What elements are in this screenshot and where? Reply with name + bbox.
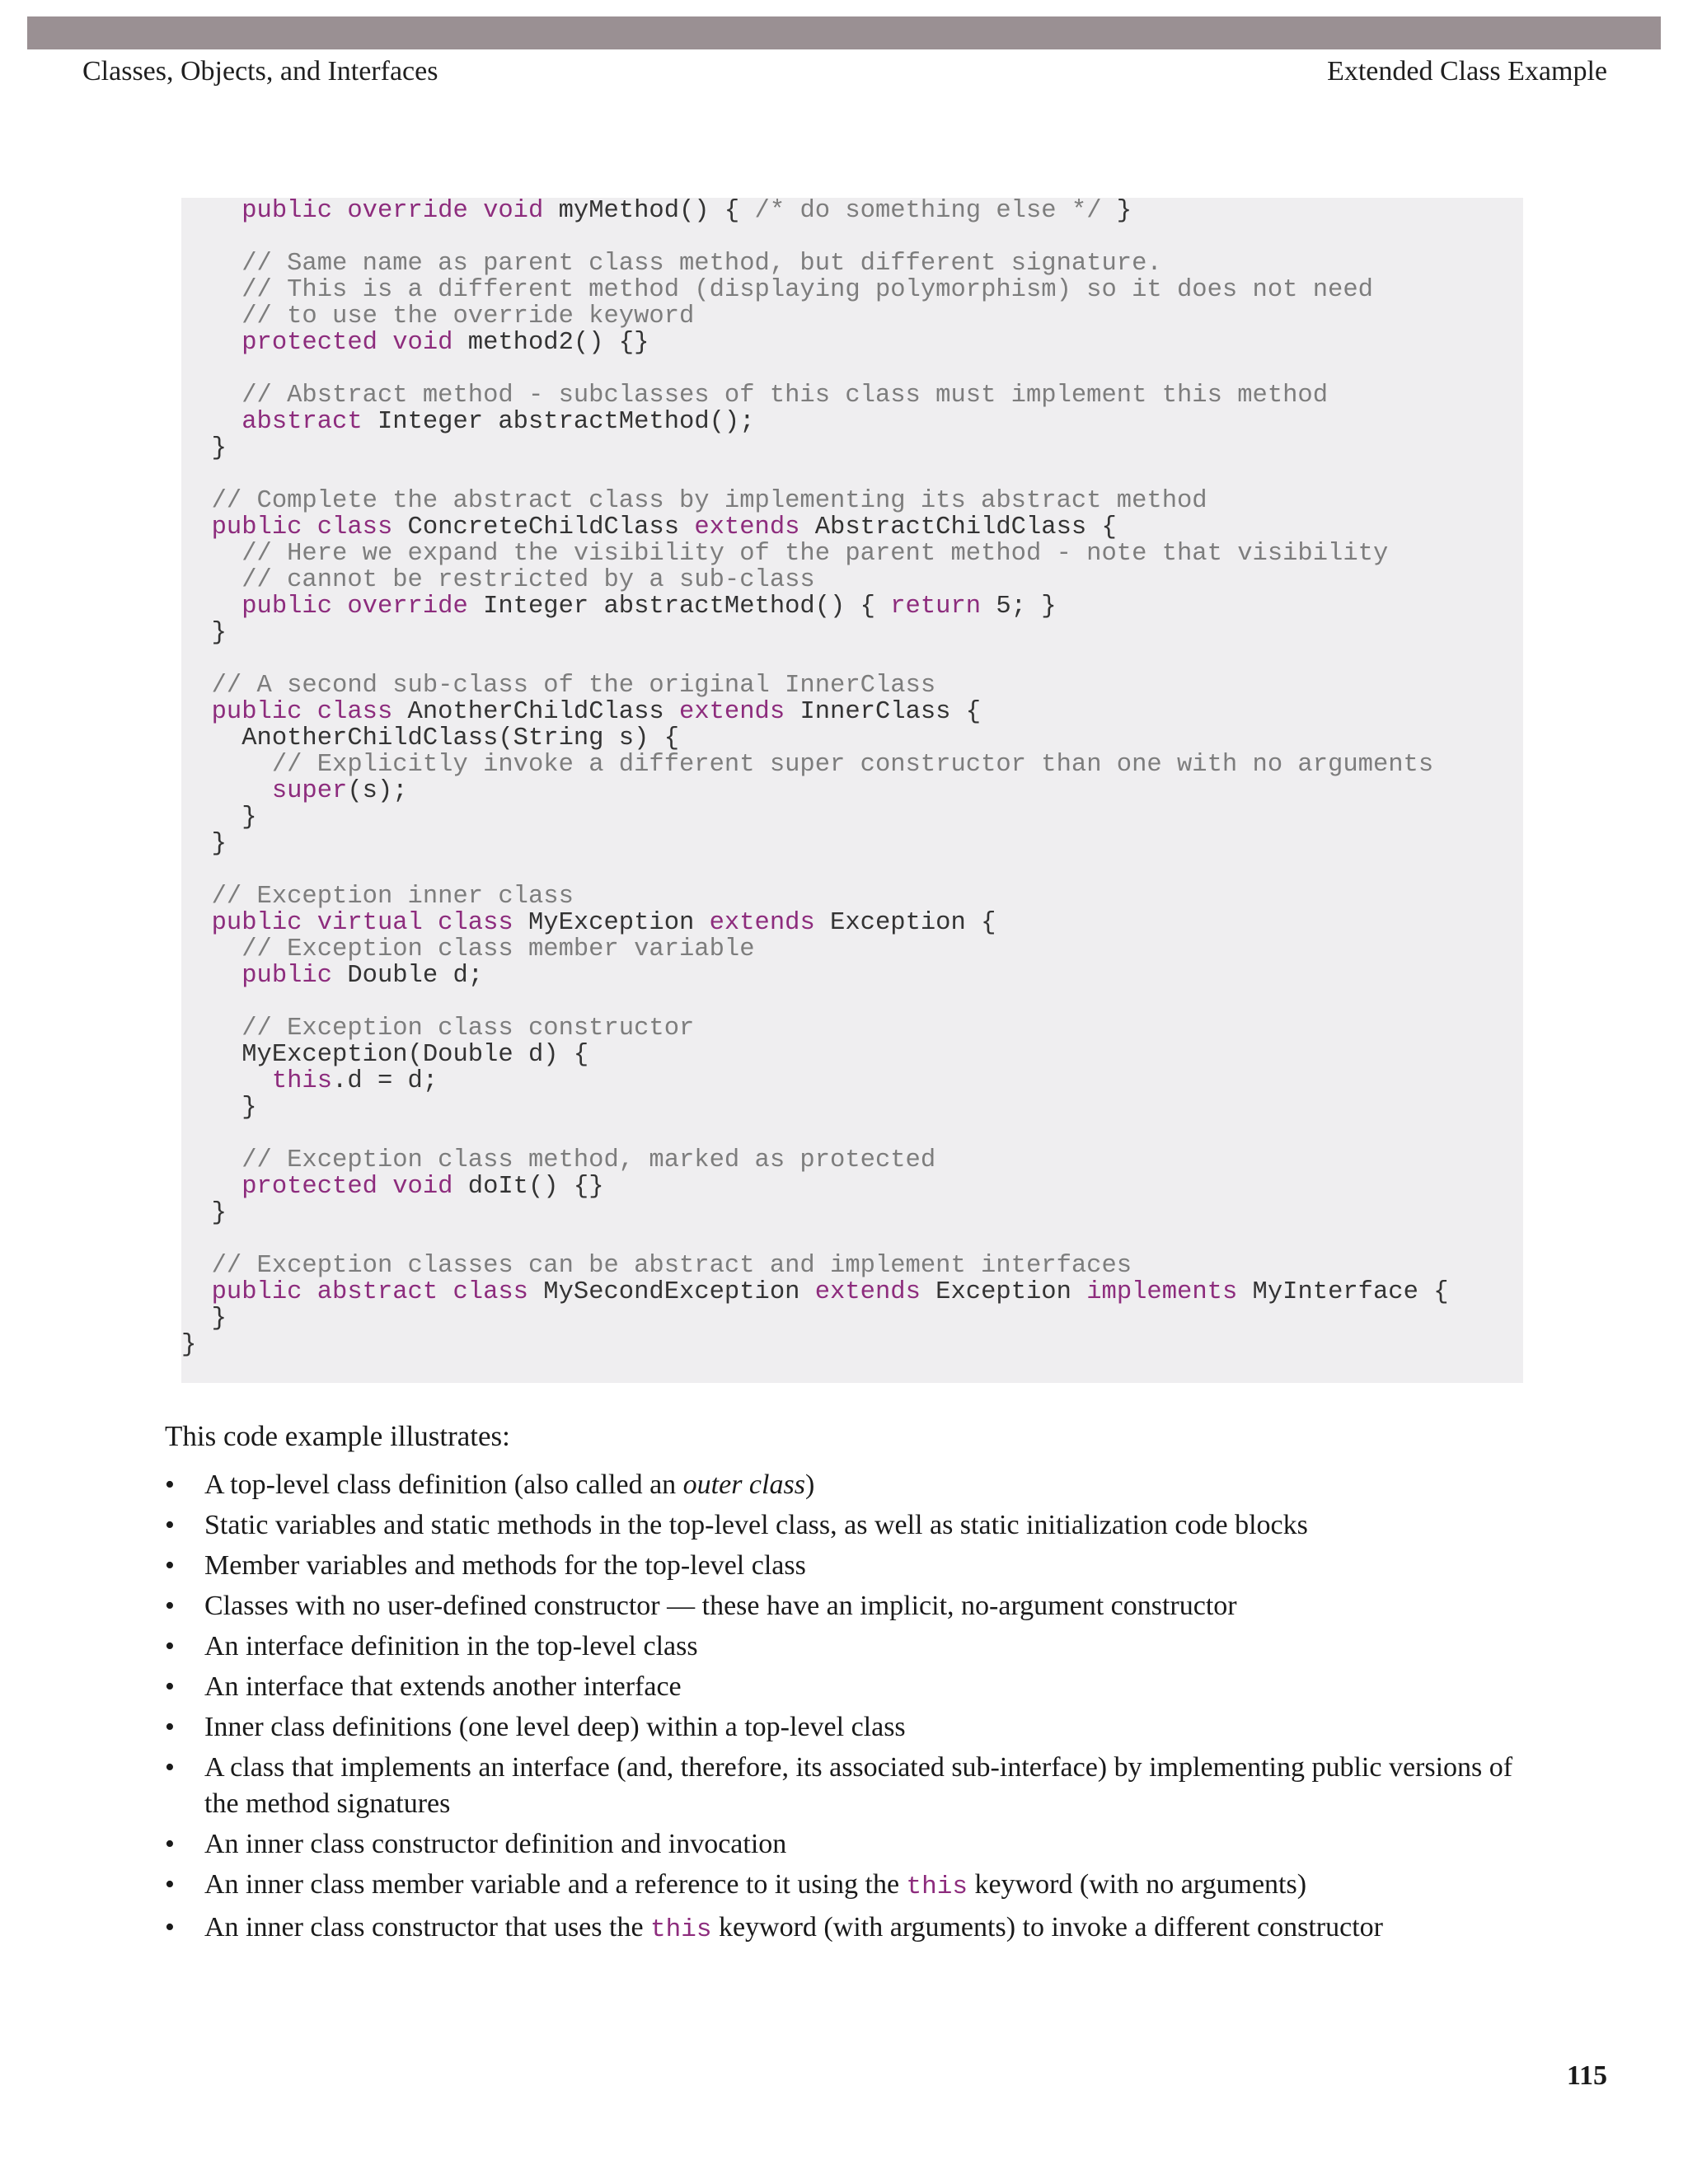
code-line xyxy=(181,488,1449,514)
list-item xyxy=(165,1709,1550,1746)
code-line xyxy=(181,1200,1449,1226)
code-text: InnerClass { xyxy=(785,698,982,726)
list-item-text: Member variables and methods for the top-level class xyxy=(204,1550,806,1581)
code-text: MyException(Double d) { xyxy=(181,1041,589,1069)
list-item xyxy=(165,1669,1550,1705)
code-text xyxy=(181,1015,241,1043)
list-item-text: Classes with no user-defined constructor — these have an implicit, no-argument constructor xyxy=(204,1591,1237,1621)
code-keyword: extends xyxy=(679,698,785,726)
code-comment: // cannot be restricted by a sub-class xyxy=(241,566,815,594)
code-line xyxy=(181,198,1449,224)
code-text: } xyxy=(181,619,227,647)
list-item xyxy=(165,1826,1550,1863)
code-text xyxy=(181,197,241,225)
code-text: MyInterface { xyxy=(1237,1278,1449,1306)
code-comment: /* do something else */ xyxy=(754,197,1102,225)
code-text xyxy=(181,909,212,937)
code-text xyxy=(181,513,212,541)
code-keyword: public override xyxy=(241,593,468,621)
code-line xyxy=(181,883,1449,910)
page-number: 115 xyxy=(1566,2060,1607,2091)
code-text: } xyxy=(181,434,227,462)
code-keyword: super xyxy=(271,777,348,805)
code-text: AnotherChildClass(String s) { xyxy=(181,724,679,752)
code-line xyxy=(181,936,1449,963)
code-text xyxy=(181,487,212,515)
list-item xyxy=(165,1750,1550,1822)
header-bar xyxy=(27,16,1661,49)
code-keyword: public override void xyxy=(241,197,544,225)
code-keyword: implements xyxy=(1086,1278,1238,1306)
code-block xyxy=(181,198,1523,1383)
code-line xyxy=(181,1015,1449,1042)
code-text: } xyxy=(181,804,257,832)
code-line xyxy=(181,857,1449,883)
list-item-text: Inner class definitions (one level deep) within a top-level class xyxy=(204,1712,906,1742)
code-comment: // Same name as parent class method, but different signature. xyxy=(241,250,1162,278)
list-item xyxy=(165,1910,1550,1948)
code-text: Integer abstractMethod() { xyxy=(467,593,891,621)
code-comment: // Exception class member variable xyxy=(241,935,755,963)
code-text xyxy=(181,1173,241,1201)
code-line xyxy=(181,251,1449,277)
code-text: } xyxy=(181,1331,197,1359)
code-line xyxy=(181,1279,1449,1305)
code-keyword: extends xyxy=(814,1278,921,1306)
inline-code: this xyxy=(906,1872,968,1901)
code-line xyxy=(181,752,1449,778)
code-text xyxy=(181,1278,212,1306)
list-item-text: An inner class constructor that uses the xyxy=(204,1912,651,1943)
code-listing xyxy=(181,198,1449,1358)
code-line xyxy=(181,382,1449,409)
code-text: (s); xyxy=(347,777,408,805)
code-line xyxy=(181,1147,1449,1174)
code-text: Exception { xyxy=(814,909,996,937)
code-text xyxy=(181,250,241,278)
code-line xyxy=(181,462,1449,488)
list-item xyxy=(165,1867,1550,1905)
code-text xyxy=(181,540,241,568)
code-keyword: this xyxy=(271,1067,333,1095)
code-text xyxy=(181,1146,241,1174)
code-keyword: abstract xyxy=(241,408,363,436)
code-line xyxy=(181,725,1449,752)
code-line xyxy=(181,1226,1449,1253)
code-comment: // to use the override keyword xyxy=(241,302,695,330)
code-text: AbstractChildClass { xyxy=(799,513,1117,541)
code-keyword: public class xyxy=(211,698,393,726)
list-item-text: An interface definition in the top-level class xyxy=(204,1631,698,1661)
code-keyword: extends xyxy=(709,909,815,937)
feature-list xyxy=(165,1467,1550,1952)
code-text xyxy=(181,302,241,330)
code-text xyxy=(181,935,241,963)
list-item-text: A top-level class definition (also called an xyxy=(204,1469,683,1500)
code-text xyxy=(181,276,241,304)
code-text xyxy=(181,566,241,594)
list-item xyxy=(165,1629,1550,1665)
code-line xyxy=(181,277,1449,303)
list-item-text: An inner class member variable and a reference to it using the xyxy=(204,1869,907,1900)
code-keyword: public abstract class xyxy=(211,1278,528,1306)
code-line xyxy=(181,1253,1449,1279)
code-text: } xyxy=(181,1305,227,1333)
code-text: MyException xyxy=(513,909,710,937)
code-line xyxy=(181,1332,1449,1358)
code-text: } xyxy=(181,830,227,858)
code-text: doIt() {} xyxy=(452,1173,604,1201)
code-keyword: public xyxy=(241,962,333,990)
code-text xyxy=(181,408,241,436)
code-comment: // Exception class constructor xyxy=(241,1015,695,1043)
code-keyword: extends xyxy=(694,513,800,541)
chapter-title: Classes, Objects, and Interfaces xyxy=(82,56,438,87)
code-line xyxy=(181,541,1449,567)
code-line xyxy=(181,1042,1449,1068)
code-text: .d = d; xyxy=(332,1067,438,1095)
code-line xyxy=(181,435,1449,462)
code-text xyxy=(181,382,241,410)
code-line xyxy=(181,699,1449,725)
code-line xyxy=(181,778,1449,804)
emphasis-text: outer class xyxy=(682,1469,805,1500)
code-line xyxy=(181,1121,1449,1147)
code-text xyxy=(181,593,241,621)
code-line xyxy=(181,1068,1449,1094)
code-line xyxy=(181,1174,1449,1200)
code-text xyxy=(181,883,212,911)
code-comment: // This is a different method (displaying polymorphism) so it does not need xyxy=(241,276,1373,304)
code-comment: // Here we expand the visibility of the parent method - note that visibility xyxy=(241,540,1389,568)
list-item xyxy=(165,1588,1550,1624)
code-text xyxy=(181,672,212,700)
code-comment: // Abstract method - subclasses of this class must implement this method xyxy=(241,382,1329,410)
code-comment: // Exception class method, marked as protected xyxy=(241,1146,936,1174)
code-line xyxy=(181,646,1449,673)
code-line xyxy=(181,804,1449,831)
list-item-text: Static variables and static methods in the top-level class, as well as static initialization code blocks xyxy=(204,1510,1308,1540)
list-item-text: A class that implements an interface (and, therefore, its associated sub-interface) by implementing public versions of the method signatures xyxy=(204,1752,1513,1819)
code-text: Integer abstractMethod(); xyxy=(362,408,755,436)
list-item-text: An inner class constructor definition and invocation xyxy=(204,1829,787,1859)
code-comment: // Complete the abstract class by implementing its abstract method xyxy=(211,487,1207,515)
code-text: Exception xyxy=(920,1278,1087,1306)
list-item-text: An interface that extends another interface xyxy=(204,1671,682,1702)
code-line xyxy=(181,963,1449,989)
code-line xyxy=(181,910,1449,936)
code-text: method2() {} xyxy=(452,329,649,357)
code-text: Double d; xyxy=(332,962,484,990)
code-text: MySecondException xyxy=(528,1278,815,1306)
list-item xyxy=(165,1548,1550,1584)
code-text xyxy=(181,777,272,805)
code-text: } xyxy=(181,1199,227,1227)
code-keyword: protected void xyxy=(241,329,453,357)
code-line xyxy=(181,409,1449,435)
inline-code: this xyxy=(650,1915,712,1944)
code-line xyxy=(181,831,1449,857)
code-keyword: protected void xyxy=(241,1173,453,1201)
code-text: } xyxy=(181,1094,257,1122)
code-text xyxy=(181,1067,272,1095)
code-line xyxy=(181,514,1449,541)
code-line xyxy=(181,673,1449,699)
code-text: 5; } xyxy=(981,593,1057,621)
intro-text: This code example illustrates: xyxy=(165,1420,510,1452)
list-item xyxy=(165,1507,1550,1544)
code-comment: // Exception inner class xyxy=(211,883,574,911)
code-line xyxy=(181,1094,1449,1121)
list-item-text: ) xyxy=(804,1469,815,1500)
code-text: ConcreteChildClass xyxy=(392,513,695,541)
code-comment: // A second sub-class of the original InnerClass xyxy=(211,672,936,700)
code-line xyxy=(181,303,1449,330)
code-text: myMethod() { xyxy=(543,197,755,225)
list-item xyxy=(165,1467,1550,1503)
section-title: Extended Class Example xyxy=(1327,56,1607,87)
code-line xyxy=(181,356,1449,382)
code-keyword: public class xyxy=(211,513,393,541)
list-item-text: keyword (with no arguments) xyxy=(967,1869,1307,1900)
code-text xyxy=(181,698,212,726)
code-keyword: return xyxy=(890,593,982,621)
code-text xyxy=(181,1252,212,1280)
code-text xyxy=(181,751,272,779)
code-line xyxy=(181,620,1449,646)
code-text xyxy=(181,962,241,990)
code-line xyxy=(181,593,1449,620)
code-text: } xyxy=(1101,197,1132,225)
code-line xyxy=(181,330,1449,356)
code-keyword: public virtual class xyxy=(211,909,513,937)
code-line xyxy=(181,224,1449,251)
list-item-text: keyword (with arguments) to invoke a different constructor xyxy=(711,1912,1383,1943)
code-line xyxy=(181,1305,1449,1332)
code-text: AnotherChildClass xyxy=(392,698,680,726)
code-text xyxy=(181,329,241,357)
code-comment: // Exception classes can be abstract and implement interfaces xyxy=(211,1252,1132,1280)
code-line xyxy=(181,989,1449,1015)
code-comment: // Explicitly invoke a different super constructor than one with no arguments xyxy=(271,751,1434,779)
code-line xyxy=(181,567,1449,593)
